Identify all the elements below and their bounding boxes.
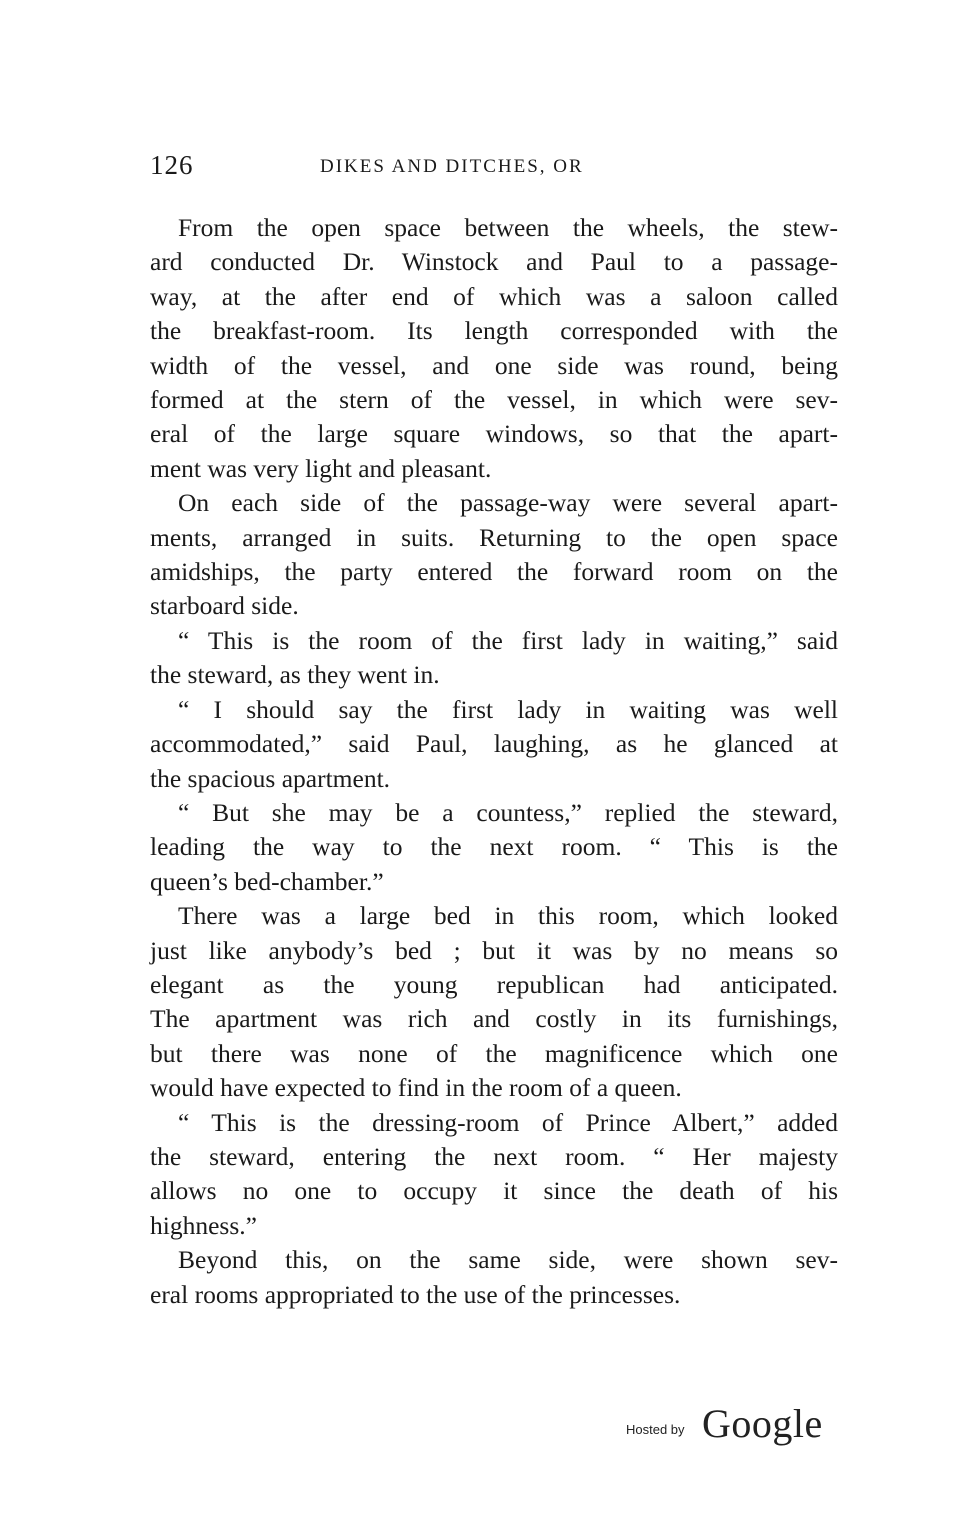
text-line: the steward, as they went in.	[150, 660, 440, 690]
text-line: way, at the after end of which was a saloon called	[150, 281, 838, 311]
text-line: On each side of the passage-way were several apart-	[178, 488, 838, 518]
text-line: but there was none of the magnificence which one	[150, 1038, 838, 1068]
text-line: starboard side.	[150, 591, 299, 621]
text-line: ment was very light and pleasant.	[150, 453, 492, 483]
text-line: “ I should say the first lady in waiting was well	[178, 694, 838, 724]
text-line: “ But she may be a countess,” replied the steward,	[178, 797, 838, 827]
text-line: accommodated,” said Paul, laughing, as he glanced at	[150, 729, 838, 759]
text-line: From the open space between the wheels, the stew-	[178, 213, 838, 242]
text-line: queen’s bed-chamber.”	[150, 866, 384, 896]
text-line: eral rooms appropriated to the use of the princesses.	[150, 1279, 681, 1309]
text-line: “ This is the room of the first lady in waiting,” said	[178, 625, 838, 655]
text-line: amidships, the party entered the forward room on the	[150, 557, 838, 587]
hosted-by-google-watermark	[620, 1402, 830, 1452]
page-number: 126	[150, 150, 194, 180]
paragraph	[150, 624, 838, 693]
paragraph	[150, 1243, 838, 1312]
paragraph	[150, 796, 838, 899]
paragraph	[150, 486, 838, 624]
paragraph	[150, 899, 838, 1105]
paragraph	[150, 693, 838, 796]
paragraph	[150, 211, 838, 486]
body-text	[150, 211, 838, 1312]
text-line: allows no one to occupy it since the death of his	[150, 1176, 838, 1206]
text-line: elegant as the young republican had anticipated.	[150, 969, 838, 999]
text-line: would have expected to find in the room of a queen.	[150, 1073, 682, 1103]
hosted-by-label: Hosted by	[626, 1422, 685, 1437]
text-line: the steward, entering the next room. “ Her majesty	[150, 1141, 838, 1171]
text-line: leading the way to the next room. “ This is the	[150, 832, 838, 862]
text-line: highness.”	[150, 1210, 257, 1240]
text-line: ments, arranged in suits. Returning to the open space	[150, 522, 838, 552]
google-logo: Google	[702, 1401, 823, 1446]
text-line: eral of the large square windows, so that the apart-	[150, 419, 838, 449]
text-line: Beyond this, on the same side, were shown sev-	[178, 1245, 838, 1275]
text-line: The apartment was rich and costly in its furnishings,	[150, 1004, 838, 1034]
running-title: DIKES AND DITCHES, OR	[320, 156, 584, 177]
page-header	[150, 150, 840, 184]
paragraph	[150, 1106, 838, 1244]
text-line: the breakfast-room. Its length corresponded with the	[150, 316, 838, 346]
text-line: the spacious apartment.	[150, 763, 391, 793]
text-line: formed at the stern of the vessel, in which were sev-	[150, 385, 838, 415]
text-line: just like anybody’s bed ; but it was by no means so	[150, 935, 838, 965]
text-line: width of the vessel, and one side was round, being	[150, 350, 838, 380]
text-line: ard conducted Dr. Winstock and Paul to a passage-	[150, 247, 838, 277]
text-line: There was a large bed in this room, which looked	[178, 901, 838, 931]
text-line: “ This is the dressing-room of Prince Albert,” added	[178, 1107, 838, 1137]
